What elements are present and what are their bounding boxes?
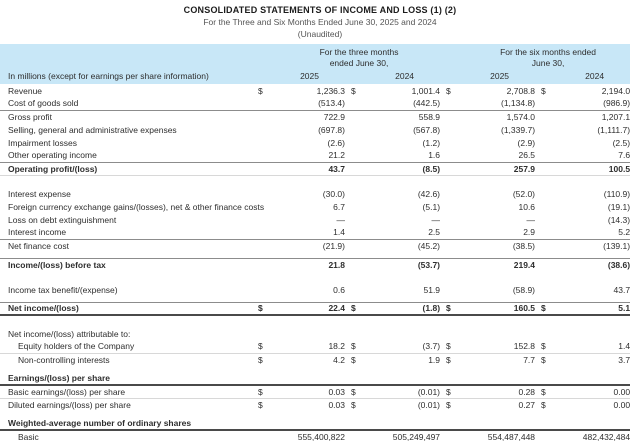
value-cell: (567.8) — [413, 124, 441, 135]
dollar-sign — [345, 239, 365, 252]
dollar-sign: $ — [258, 399, 263, 410]
value-cell: 6.7 — [333, 201, 345, 212]
value-cell: 2.9 — [460, 226, 535, 239]
value-cell: (513.4) — [268, 97, 345, 110]
value-cell: (1.8) — [365, 302, 440, 315]
value-cell: (1.2) — [422, 137, 441, 148]
value-cell: 3.7 — [618, 354, 631, 365]
dollar-sign — [252, 136, 268, 149]
table-row — [0, 327, 630, 340]
value-cell: — — [336, 214, 345, 225]
row-label: Earnings/(loss) per share — [0, 372, 630, 385]
dollar-sign — [535, 200, 555, 213]
value-cell: (0.01) — [365, 385, 440, 398]
dollar-sign: $ — [345, 340, 365, 353]
dollar-sign — [345, 258, 365, 271]
value-cell: (42.6) — [417, 188, 441, 199]
row-label: Interest expense — [8, 188, 71, 199]
table-body — [0, 84, 630, 443]
value-cell: 51.9 — [423, 284, 441, 295]
value-cell: 26.5 — [460, 149, 535, 162]
value-cell: 10.6 — [518, 201, 536, 212]
value-cell: 482,432,484 — [582, 432, 631, 442]
value-cell: 1.6 — [365, 149, 440, 162]
row-label: Equity holders of the Company — [0, 340, 252, 353]
dollar-sign — [252, 149, 268, 162]
table-row — [0, 213, 630, 226]
table-row — [0, 187, 630, 200]
row-label: Cost of goods sold — [0, 97, 252, 110]
dollar-sign: $ — [535, 385, 555, 398]
dollar-sign: $ — [252, 340, 268, 353]
dollar-sign — [440, 149, 460, 162]
value-cell: 257.9 — [460, 162, 535, 175]
value-cell: (21.9) — [322, 240, 345, 251]
value-cell: 22.4 — [268, 302, 345, 315]
dollar-sign — [535, 136, 555, 149]
dollar-sign — [345, 97, 365, 110]
value-cell: 5.2 — [555, 226, 630, 239]
three-months-header-line2: ended June 30, — [252, 57, 440, 69]
year-column-header: 2025 — [252, 69, 345, 84]
dollar-sign — [440, 200, 460, 213]
value-cell: 43.7 — [268, 162, 345, 175]
row-label: Weighted-average number of ordinary shares — [0, 417, 630, 430]
value-cell: (19.1) — [607, 201, 631, 212]
value-cell: (38.6) — [555, 258, 630, 271]
dollar-sign — [440, 213, 460, 226]
dollar-sign — [440, 123, 460, 136]
table-row — [0, 200, 630, 213]
row-label: Operating profit/(loss) — [0, 162, 252, 175]
dollar-sign — [535, 258, 555, 271]
value-cell: 1,574.0 — [506, 111, 536, 122]
spacer-row — [0, 271, 630, 283]
dollar-sign — [535, 123, 555, 136]
dollar-sign — [345, 136, 365, 149]
value-cell: (110.9) — [603, 188, 631, 199]
value-cell: (5.1) — [422, 201, 441, 212]
table-row — [0, 123, 630, 136]
value-cell: 554,487,448 — [487, 432, 536, 442]
table-header — [0, 44, 630, 84]
value-cell: (1,339.7) — [501, 124, 536, 135]
dollar-sign — [440, 226, 460, 239]
dollar-sign — [345, 226, 365, 239]
dollar-sign — [440, 187, 460, 200]
row-label: Gross profit — [8, 111, 52, 122]
dollar-sign: $ — [258, 354, 263, 365]
value-cell: 555,400,822 — [297, 432, 345, 442]
spacer-row — [0, 315, 630, 327]
dollar-sign: $ — [541, 85, 546, 96]
value-cell: (14.3) — [607, 214, 631, 225]
table-row — [0, 84, 630, 97]
dollar-sign — [345, 283, 365, 296]
table-row — [0, 372, 630, 385]
dollar-sign — [440, 162, 460, 175]
dollar-sign — [345, 149, 365, 162]
table-row — [0, 149, 630, 162]
statement-subtitle: For the Three and Six Months Ended June 30, 2025 and 2024 — [203, 17, 437, 27]
dollar-sign: $ — [252, 302, 268, 315]
dollar-sign — [440, 258, 460, 271]
dollar-sign: $ — [440, 340, 460, 353]
value-cell: 0.00 — [613, 399, 631, 410]
dollar-sign — [252, 123, 268, 136]
value-cell: 0.00 — [555, 385, 630, 398]
value-cell: (1,134.8) — [460, 97, 535, 110]
row-label: Income/(loss) before tax — [0, 258, 252, 271]
table-row — [0, 302, 630, 315]
dollar-sign: $ — [541, 399, 546, 410]
dollar-sign — [345, 430, 365, 443]
dollar-sign: $ — [345, 302, 365, 315]
dollar-sign: $ — [351, 399, 356, 410]
unaudited-note: (Unaudited) — [297, 29, 343, 39]
three-months-header-line1: For the three months — [252, 44, 440, 57]
value-cell: 0.6 — [333, 284, 345, 295]
dollar-sign: $ — [440, 385, 460, 398]
dollar-sign — [252, 97, 268, 110]
income-statement-table — [0, 44, 630, 443]
dollar-sign — [252, 162, 268, 175]
row-label: Foreign currency exchange gains/(losses), net & other finance costs — [8, 201, 265, 212]
dollar-sign — [440, 110, 460, 123]
value-cell: 0.03 — [268, 385, 345, 398]
value-cell: 722.9 — [323, 111, 345, 122]
value-cell: (0.01) — [417, 399, 441, 410]
value-cell: 18.2 — [268, 340, 345, 353]
dollar-sign — [535, 97, 555, 110]
dollar-sign — [535, 226, 555, 239]
value-cell: 43.7 — [613, 284, 631, 295]
dollar-sign: $ — [440, 302, 460, 315]
dollar-sign — [535, 162, 555, 175]
dollar-sign: $ — [535, 302, 555, 315]
dollar-sign: $ — [541, 354, 546, 365]
dollar-sign — [345, 110, 365, 123]
row-label: Diluted earnings/(loss) per share — [8, 399, 131, 410]
table-row — [0, 283, 630, 296]
year-column-header: 2024 — [345, 69, 440, 84]
value-cell: — — [526, 214, 536, 225]
value-cell: (53.7) — [365, 258, 440, 271]
dollar-sign: $ — [351, 85, 356, 96]
row-label: Selling, general and administrative expenses — [8, 124, 177, 135]
dollar-sign: $ — [446, 354, 451, 365]
value-cell: 152.8 — [460, 340, 535, 353]
value-cell: 1,207.1 — [601, 111, 631, 122]
value-cell: 1,236.3 — [316, 85, 345, 96]
value-cell: — — [431, 214, 441, 225]
header-year-row — [0, 69, 630, 84]
dollar-sign: $ — [252, 385, 268, 398]
value-cell: (139.1) — [603, 240, 631, 251]
value-cell: (52.0) — [512, 188, 536, 199]
title-block — [0, 0, 640, 40]
value-cell: 21.8 — [268, 258, 345, 271]
dollar-sign — [535, 149, 555, 162]
table-row — [0, 258, 630, 271]
value-cell: (30.0) — [322, 188, 345, 199]
value-cell: (442.5) — [365, 97, 440, 110]
value-cell: 21.2 — [268, 149, 345, 162]
in-millions-label: In millions (except for earnings per share information) — [0, 69, 252, 84]
table-row — [0, 226, 630, 239]
table-row — [0, 398, 630, 411]
dollar-sign: $ — [345, 385, 365, 398]
value-cell: 2,194.0 — [601, 85, 631, 96]
dollar-sign — [535, 187, 555, 200]
dollar-sign — [252, 187, 268, 200]
row-label: Net income/(loss) attributable to: — [8, 328, 131, 339]
table-row — [0, 136, 630, 149]
dollar-sign: $ — [258, 85, 263, 96]
value-cell: (697.8) — [318, 124, 345, 135]
dollar-sign — [345, 162, 365, 175]
six-months-header-line1: For the six months ended — [440, 44, 630, 57]
table-row — [0, 239, 630, 252]
value-cell: (1,111.7) — [597, 124, 631, 135]
row-label: Income tax benefit/(expense) — [8, 284, 118, 295]
spacer-row — [0, 175, 630, 187]
value-cell: (45.2) — [417, 240, 441, 251]
row-label: Interest income — [0, 226, 252, 239]
dollar-sign — [252, 258, 268, 271]
value-cell: 2.5 — [365, 226, 440, 239]
table-row — [0, 162, 630, 175]
value-cell: 4.2 — [333, 354, 345, 365]
row-label: Basic earnings/(loss) per share — [0, 385, 252, 398]
row-label: Net finance cost — [8, 240, 69, 251]
row-label: Revenue — [8, 85, 43, 96]
value-cell: (2.9) — [517, 137, 536, 148]
header-group-row-1 — [0, 44, 630, 57]
value-cell: 0.27 — [518, 399, 536, 410]
year-column-header: 2025 — [440, 69, 535, 84]
dollar-sign — [535, 110, 555, 123]
row-label: Impairment losses — [8, 137, 77, 148]
dollar-sign: $ — [446, 399, 451, 410]
dollar-sign — [345, 213, 365, 226]
table-row — [0, 385, 630, 398]
dollar-sign — [345, 200, 365, 213]
value-cell: 2,708.8 — [506, 85, 536, 96]
value-cell: 100.5 — [555, 162, 630, 175]
dollar-sign — [535, 283, 555, 296]
table-row — [0, 110, 630, 123]
dollar-sign — [440, 239, 460, 252]
row-label: Net income/(loss) — [0, 302, 252, 315]
value-cell: (8.5) — [365, 162, 440, 175]
dollar-sign — [252, 283, 268, 296]
dollar-sign — [252, 239, 268, 252]
statement-title: CONSOLIDATED STATEMENTS OF INCOME AND LOSS (1) (2) — [183, 5, 457, 15]
row-label: Loss on debt extinguishment — [8, 214, 117, 225]
dollar-sign: $ — [535, 340, 555, 353]
value-cell: 0.28 — [460, 385, 535, 398]
table-row — [0, 430, 630, 443]
dollar-sign — [252, 430, 268, 443]
value-cell: 219.4 — [460, 258, 535, 271]
value-cell: 505,249,497 — [392, 432, 441, 442]
table-row — [0, 417, 630, 430]
dollar-sign — [535, 239, 555, 252]
dollar-sign — [252, 213, 268, 226]
table-row — [0, 340, 630, 353]
dollar-sign — [440, 136, 460, 149]
dollar-sign: $ — [351, 354, 356, 365]
value-cell: 160.5 — [460, 302, 535, 315]
dollar-sign — [535, 430, 555, 443]
value-cell: (986.9) — [555, 97, 630, 110]
value-cell: 1.4 — [555, 340, 630, 353]
dollar-sign — [440, 430, 460, 443]
value-cell: (38.5) — [512, 240, 536, 251]
row-label: Other operating income — [0, 149, 252, 162]
value-cell: 1.4 — [268, 226, 345, 239]
value-cell: 1.9 — [428, 354, 441, 365]
value-cell: 5.1 — [555, 302, 630, 315]
table-row — [0, 353, 630, 366]
row-label: Non-controlling interests — [18, 354, 110, 365]
value-cell: (3.7) — [365, 340, 440, 353]
value-cell: (2.5) — [612, 137, 631, 148]
value-cell: 7.7 — [523, 354, 536, 365]
six-months-header-line2: June 30, — [440, 57, 630, 69]
value-cell: (58.9) — [512, 284, 536, 295]
header-group-row-2 — [0, 57, 630, 69]
value-cell: 0.03 — [328, 399, 345, 410]
dollar-sign — [345, 187, 365, 200]
dollar-sign — [440, 97, 460, 110]
year-column-header: 2024 — [535, 69, 630, 84]
dollar-sign: $ — [446, 85, 451, 96]
value-cell: 7.6 — [555, 149, 630, 162]
dollar-sign — [535, 213, 555, 226]
dollar-sign — [252, 110, 268, 123]
dollar-sign — [345, 123, 365, 136]
dollar-sign — [440, 283, 460, 296]
value-cell: 1,001.4 — [411, 85, 441, 96]
value-cell: (2.6) — [327, 137, 345, 148]
value-cell: 558.9 — [418, 111, 441, 122]
table-row — [0, 97, 630, 110]
dollar-sign — [252, 226, 268, 239]
row-label: Basic — [18, 432, 39, 442]
